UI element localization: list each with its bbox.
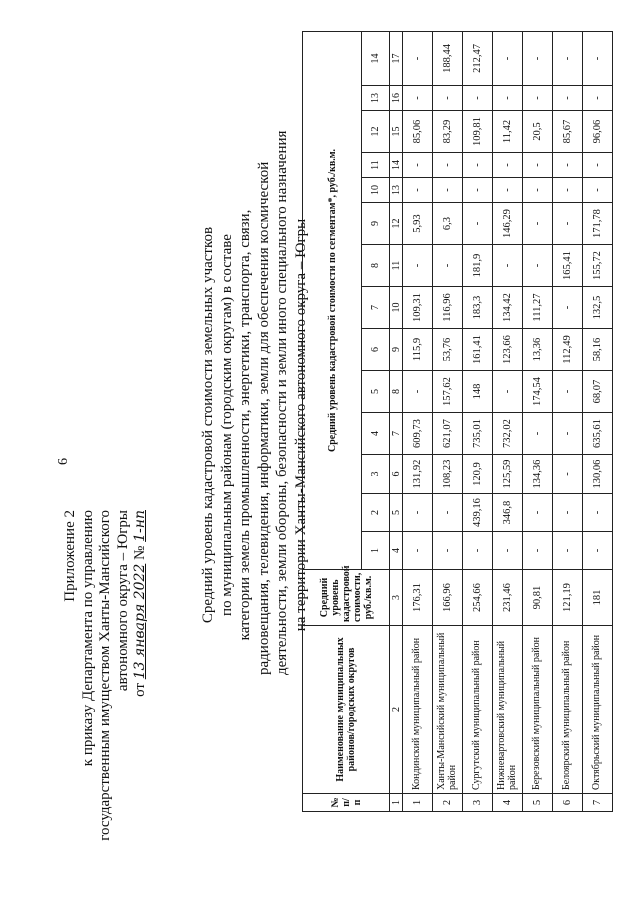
header-name: Наименование муниципальных районов/городских округов: [303, 626, 390, 794]
segment-value: -: [523, 245, 553, 287]
segment-value: 6,3: [433, 203, 463, 245]
segment-value: 735,01: [463, 413, 493, 455]
segment-value: -: [523, 153, 553, 178]
column-number: 2: [390, 626, 403, 794]
segment-value: -: [463, 86, 493, 111]
segment-value: 96,06: [583, 111, 613, 153]
segment-value: -: [433, 532, 463, 570]
segment-value: -: [523, 86, 553, 111]
district-name: Березовский муниципальный район: [523, 626, 553, 794]
segment-value: -: [433, 153, 463, 178]
segment-value: 85,67: [553, 111, 583, 153]
segment-header: 7: [362, 287, 390, 329]
table-body: [390, 31, 613, 811]
segment-value: -: [493, 86, 523, 111]
segment-value: -: [433, 245, 463, 287]
segment-header: 2: [362, 494, 390, 532]
segment-value: -: [463, 203, 493, 245]
segment-value: -: [403, 494, 433, 532]
average-value: 166,96: [433, 570, 463, 626]
segment-value: 108,23: [433, 455, 463, 494]
table-row: [553, 31, 583, 811]
segment-value: -: [463, 532, 493, 570]
average-value: 90,81: [523, 570, 553, 626]
segment-value: -: [403, 532, 433, 570]
segment-header: 14: [362, 31, 390, 85]
segment-value: 112,49: [553, 329, 583, 371]
segment-value: -: [403, 371, 433, 413]
segment-header: 5: [362, 371, 390, 413]
column-number-row: [390, 31, 403, 811]
column-number: 11: [390, 245, 403, 287]
row-number: 6: [553, 794, 583, 812]
average-value: 121,19: [553, 570, 583, 626]
row-number: 7: [583, 794, 613, 812]
segment-value: 5,93: [403, 203, 433, 245]
segment-value: 148: [463, 371, 493, 413]
row-number: 3: [463, 794, 493, 812]
column-number: 5: [390, 494, 403, 532]
segment-value: -: [523, 413, 553, 455]
segment-value: -: [553, 413, 583, 455]
district-name: Ханты-Мансийский муниципальный район: [433, 626, 463, 794]
segment-value: 120,9: [463, 455, 493, 494]
segment-value: 132,5: [583, 287, 613, 329]
appendix-line: к приказу Департамента по управлению: [79, 510, 96, 767]
column-number: 15: [390, 111, 403, 153]
segment-value: -: [583, 86, 613, 111]
district-name: Октябрьский муниципальный район: [583, 626, 613, 794]
column-number: 3: [390, 570, 403, 626]
segment-value: 188,44: [433, 31, 463, 85]
segment-value: -: [403, 86, 433, 111]
district-name: Сургутский муниципальный район: [463, 626, 493, 794]
segment-value: -: [553, 31, 583, 85]
segment-value: 157,62: [433, 371, 463, 413]
segment-value: -: [433, 178, 463, 203]
appendix-line: государственным имуществом Ханты-Мансийского: [97, 510, 113, 841]
segment-value: -: [553, 203, 583, 245]
segment-value: 11,42: [493, 111, 523, 153]
row-number: 1: [403, 794, 433, 812]
segment-value: -: [403, 178, 433, 203]
segment-value: -: [403, 245, 433, 287]
segment-value: 181,9: [463, 245, 493, 287]
column-number: 13: [390, 178, 403, 203]
segment-value: -: [553, 455, 583, 494]
segment-value: -: [433, 494, 463, 532]
table-row: [523, 31, 553, 811]
segment-header: 3: [362, 455, 390, 494]
segment-value: -: [523, 494, 553, 532]
segment-value: -: [523, 203, 553, 245]
average-value: 181: [583, 570, 613, 626]
segment-value: -: [403, 31, 433, 85]
segment-value: 83,29: [433, 111, 463, 153]
segment-value: -: [493, 31, 523, 85]
segment-value: 134,36: [523, 455, 553, 494]
segment-header: 11: [362, 153, 390, 178]
document-heading: [199, 130, 310, 675]
segment-value: -: [553, 178, 583, 203]
segment-value: 123,66: [493, 329, 523, 371]
segment-value: -: [583, 31, 613, 85]
table-row: [403, 31, 433, 811]
heading-line: Средний уровень кадастровой стоимости земельных участков: [200, 226, 216, 624]
column-number: 9: [390, 329, 403, 371]
segment-value: -: [583, 178, 613, 203]
segment-value: 183,3: [463, 287, 493, 329]
district-name: Белоярский муниципальный район: [553, 626, 583, 794]
order-number-label: №: [132, 545, 148, 560]
segment-value: -: [433, 86, 463, 111]
page-number: 6: [56, 458, 71, 465]
appendix-title: Приложение 2: [62, 510, 78, 602]
segment-header: 1: [362, 532, 390, 570]
segment-value: 609,73: [403, 413, 433, 455]
segment-value: -: [553, 532, 583, 570]
segment-header: 9: [362, 203, 390, 245]
segment-value: -: [403, 153, 433, 178]
segment-value: -: [493, 245, 523, 287]
segment-value: -: [493, 153, 523, 178]
segment-value: -: [523, 178, 553, 203]
segment-value: -: [523, 31, 553, 85]
segment-value: -: [493, 371, 523, 413]
appendix-block: [62, 510, 150, 910]
column-number: 17: [390, 31, 403, 85]
row-number: 5: [523, 794, 553, 812]
header-segments: Средний уровень кадастровой стоимости по сегментам*, руб./кв.м.: [303, 31, 362, 569]
segment-value: 732,02: [493, 413, 523, 455]
segment-value: -: [553, 86, 583, 111]
column-number: 1: [390, 794, 403, 812]
row-number: 4: [493, 794, 523, 812]
heading-line: по муниципальным районам (городским округам) в составе: [218, 234, 235, 616]
segment-value: 174,54: [523, 371, 553, 413]
segment-value: 635,61: [583, 413, 613, 455]
segment-value: 58,16: [583, 329, 613, 371]
segment-value: 109,31: [403, 287, 433, 329]
segment-value: -: [553, 371, 583, 413]
segment-value: -: [553, 494, 583, 532]
segment-value: 53,76: [433, 329, 463, 371]
table-row: [433, 31, 463, 811]
segment-value: -: [463, 153, 493, 178]
table-row: [583, 31, 613, 811]
segment-value: -: [493, 532, 523, 570]
district-name: Кондинский муниципальный район: [403, 626, 433, 794]
average-value: 176,31: [403, 570, 433, 626]
district-name: Нижневартовский муниципальный район: [493, 626, 523, 794]
order-number: 1-нп: [132, 510, 148, 542]
cadastral-value-table: [302, 31, 613, 812]
column-number: 7: [390, 413, 403, 455]
segment-value: -: [583, 153, 613, 178]
segment-value: -: [523, 532, 553, 570]
segment-value: 125,59: [493, 455, 523, 494]
segment-value: 155,72: [583, 245, 613, 287]
segment-value: 111,27: [523, 287, 553, 329]
column-number: 8: [390, 371, 403, 413]
segment-header: 6: [362, 329, 390, 371]
table-row: [463, 31, 493, 811]
column-number: 12: [390, 203, 403, 245]
average-value: 254,66: [463, 570, 493, 626]
header-average: Средний уровень кадастровой стоимости, руб./кв.м.: [303, 570, 390, 626]
segment-value: 439,16: [463, 494, 493, 532]
segment-value: 20,5: [523, 111, 553, 153]
column-number: 6: [390, 455, 403, 494]
column-number: 16: [390, 86, 403, 111]
order-prefix: от: [132, 683, 148, 697]
average-value: 231,46: [493, 570, 523, 626]
segment-value: 161,41: [463, 329, 493, 371]
order-date: 13 января 2022: [132, 563, 148, 680]
segment-value: 165,41: [553, 245, 583, 287]
segment-value: 109,81: [463, 111, 493, 153]
segment-value: 115,9: [403, 329, 433, 371]
row-number: 2: [433, 794, 463, 812]
segment-value: 346,8: [493, 494, 523, 532]
column-number: 14: [390, 153, 403, 178]
heading-line: деятельности, земли обороны, безопасности и земли иного специального назначения: [274, 130, 290, 675]
segment-value: 212,47: [463, 31, 493, 85]
segment-value: 13,36: [523, 329, 553, 371]
segment-header: 4: [362, 413, 390, 455]
table-row: [493, 31, 523, 811]
header-no: № п/п: [303, 794, 390, 812]
segment-value: 146,29: [493, 203, 523, 245]
segment-value: -: [493, 178, 523, 203]
segment-value: 130,06: [583, 455, 613, 494]
segment-value: 116,96: [433, 287, 463, 329]
heading-line: категории земель промышленности, энергетики, транспорта, связи,: [237, 209, 253, 641]
segment-value: 85,06: [403, 111, 433, 153]
appendix-line: автономного округа – Югры: [114, 510, 131, 692]
column-number: 4: [390, 532, 403, 570]
table-header-row: [303, 31, 362, 811]
segment-value: -: [583, 532, 613, 570]
segment-value: -: [583, 494, 613, 532]
segment-value: 131,92: [403, 455, 433, 494]
order-line: [132, 510, 150, 910]
segment-header: 13: [362, 86, 390, 111]
heading-line: радиовещания, телевидения, информатики, земли для обеспечения космической: [255, 161, 272, 675]
segment-value: 68,07: [583, 371, 613, 413]
column-number: 10: [390, 287, 403, 329]
segment-value: -: [553, 287, 583, 329]
segment-header: 8: [362, 245, 390, 287]
segment-value: 621,07: [433, 413, 463, 455]
segment-value: -: [553, 153, 583, 178]
segment-header: 10: [362, 178, 390, 203]
segment-value: -: [463, 178, 493, 203]
segment-value: 134,42: [493, 287, 523, 329]
segment-value: 171,78: [583, 203, 613, 245]
heading-line: на территории Ханты-Мансийского автономного округа – Югры: [292, 218, 309, 632]
segment-header: 12: [362, 111, 390, 153]
